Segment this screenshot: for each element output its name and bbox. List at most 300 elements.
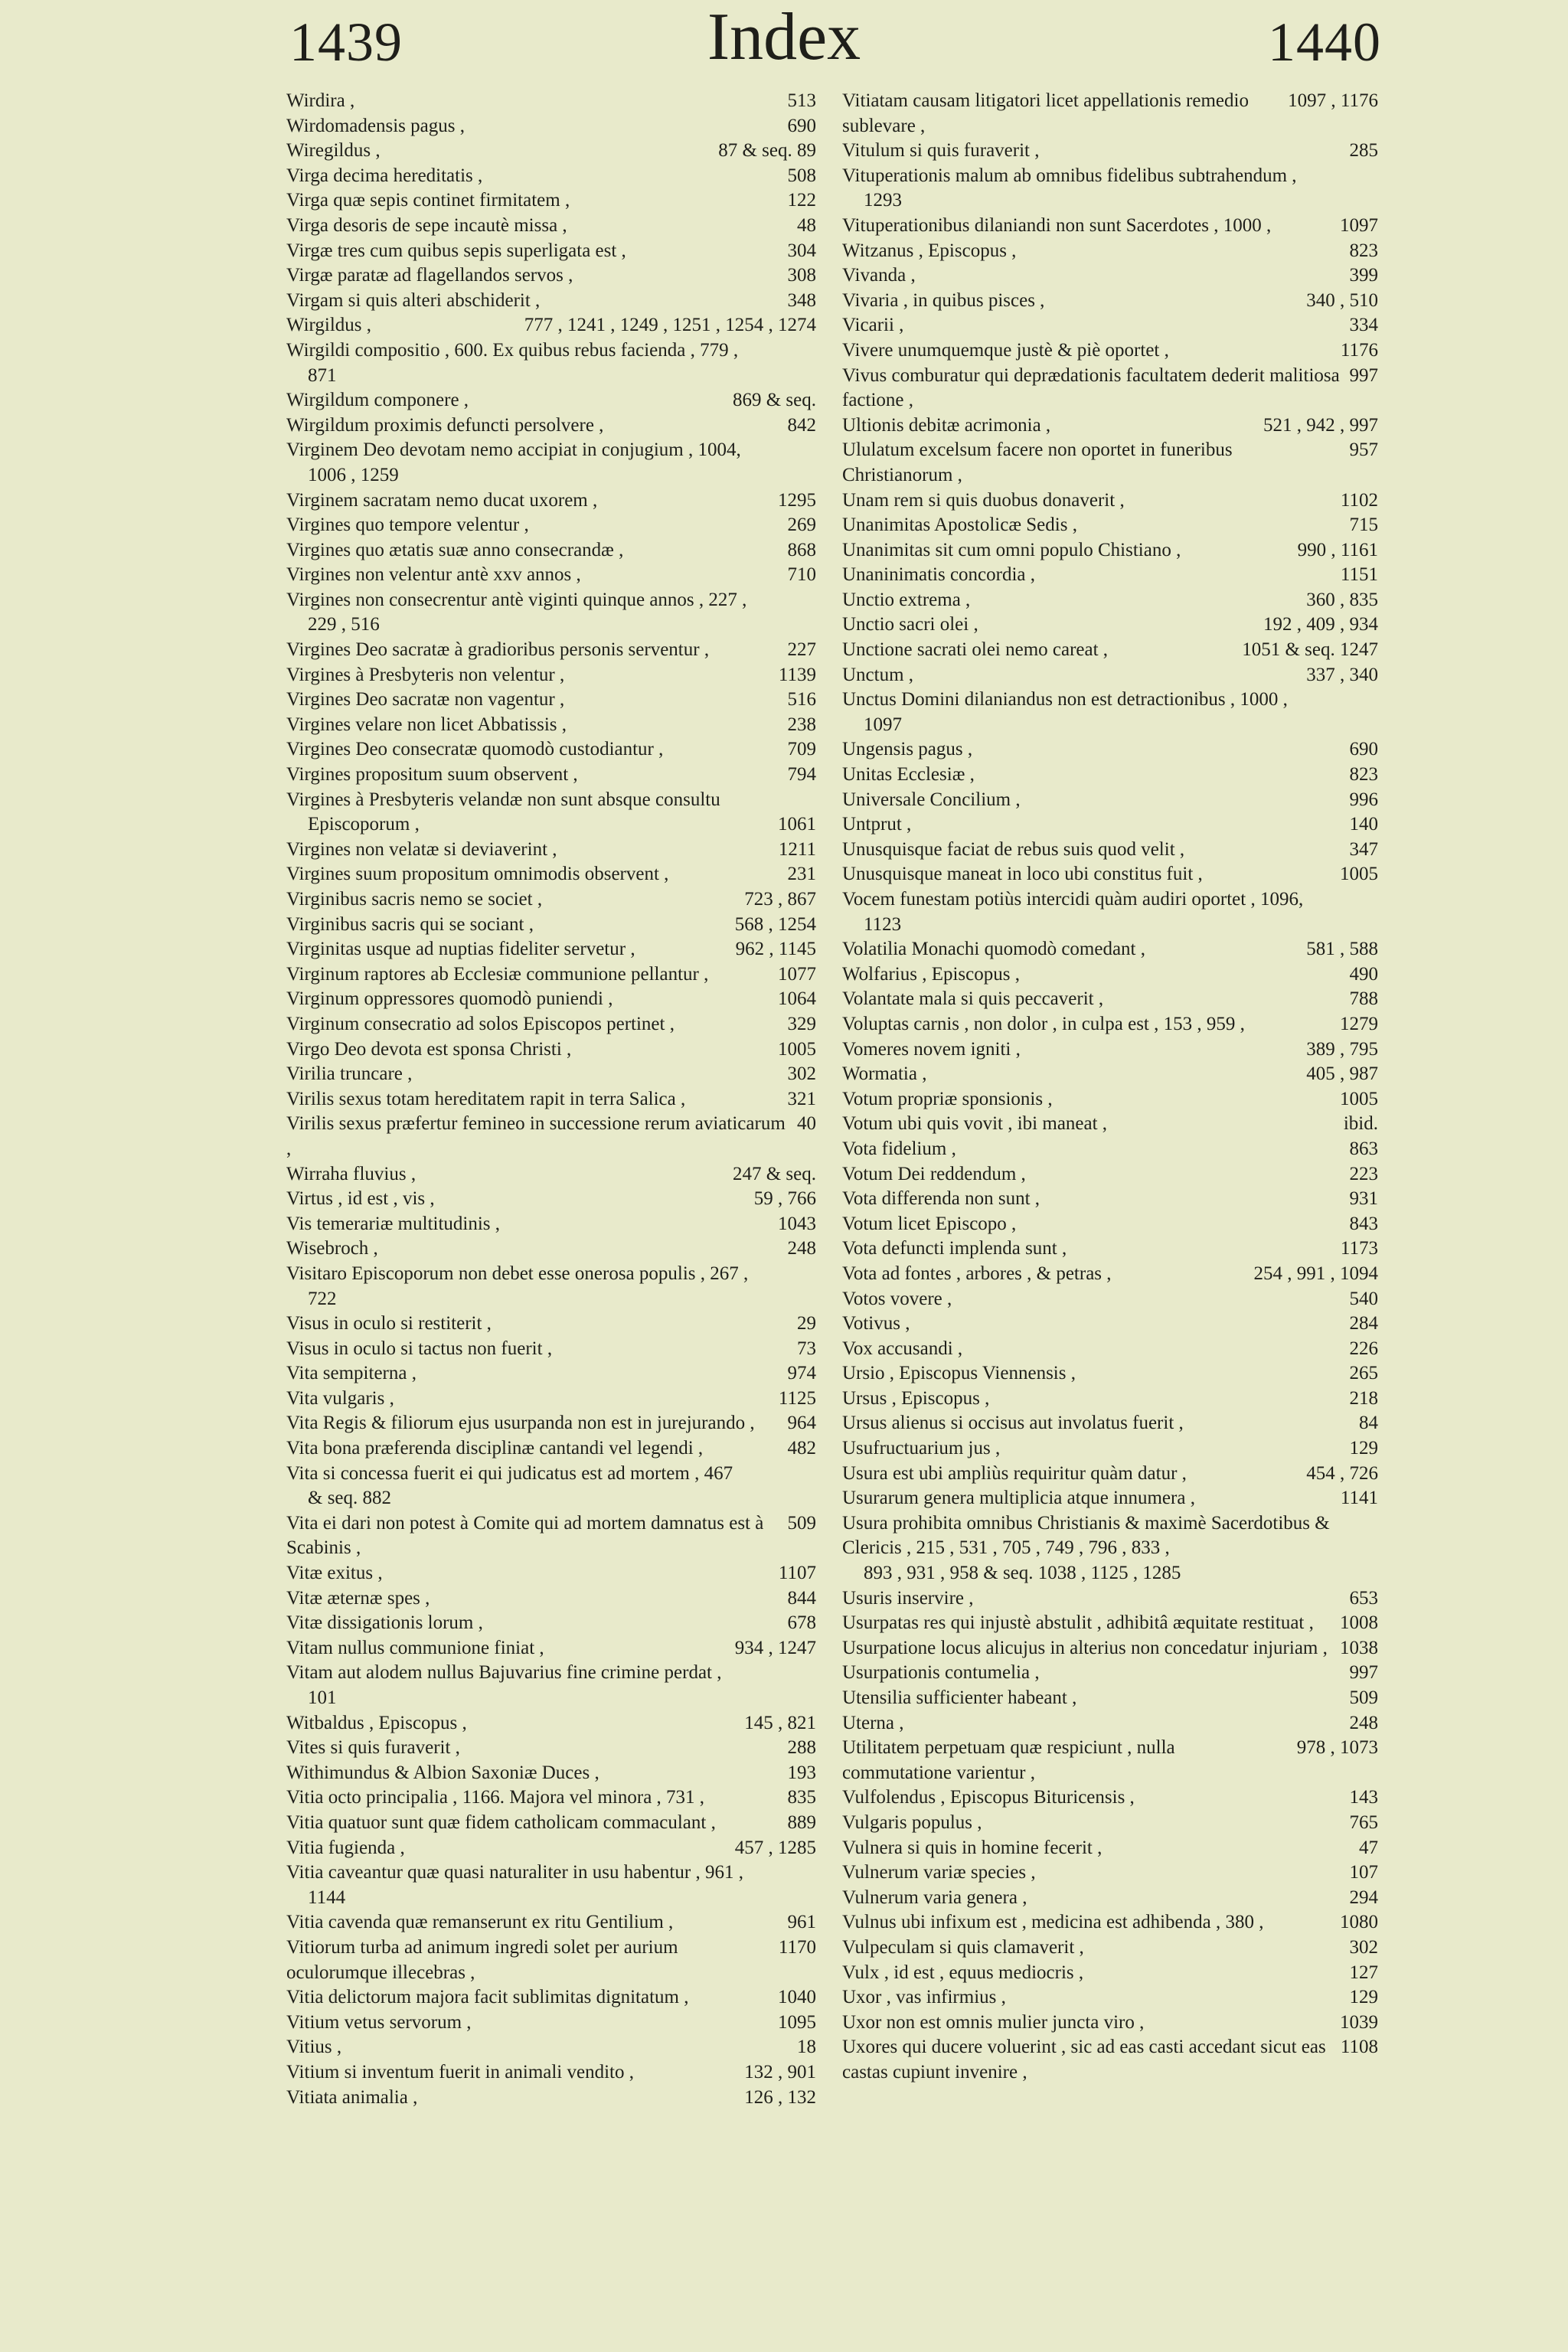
index-entry [842, 1836, 1378, 1861]
index-entry [842, 364, 1378, 413]
entry-term: Unctione sacrati olei nemo careat , [842, 639, 1109, 661]
index-entry [842, 1287, 1378, 1312]
index-entry [842, 338, 1378, 364]
index-entry [286, 538, 816, 564]
index-entry [842, 1486, 1378, 1511]
entry-term: Vulfolendus , Episcopus Bituricensis , [842, 1787, 1135, 1808]
entry-term: Wolfarius , Episcopus , [842, 963, 1020, 985]
entry-pages: 248 [787, 1238, 816, 1259]
index-entry [842, 1811, 1378, 1836]
entry-pages: 835 [787, 1787, 816, 1808]
entry-pages: 869 & seq. [732, 390, 816, 411]
entry-term: Vituperationis malum ab omnibus fidelibus subtrahendum , [842, 165, 1297, 186]
entry-term: Wirgildi compositio , 600. Ex quibus rebus facienda , 779 , [286, 339, 739, 361]
entry-pages: 513 [787, 90, 816, 111]
index-entry [842, 612, 1378, 638]
entry-pages: 218 [1349, 1387, 1378, 1409]
entry-continuation: 871 [308, 364, 337, 386]
entry-pages: 777 , 1241 , 1249 , 1251 , 1254 , 1274 [524, 315, 816, 336]
index-entry [286, 1162, 816, 1187]
entry-pages: 889 [787, 1811, 816, 1833]
entry-pages: 29 [797, 1313, 816, 1334]
entry-term: Votum Dei reddendum , [842, 1163, 1026, 1184]
entry-pages: 73 [797, 1338, 816, 1359]
entry-pages: 140 [1349, 814, 1378, 835]
entry-pages: 1080 [1340, 1912, 1378, 1933]
index-entry [842, 1936, 1378, 1961]
entry-pages: 997 [1349, 364, 1378, 386]
entry-pages: 360 , 835 [1306, 589, 1378, 610]
entry-term: Votum licet Episcopo , [842, 1213, 1017, 1234]
entry-term: Wisebroch , [286, 1238, 378, 1259]
entry-pages: 540 [1349, 1288, 1378, 1309]
index-entry [286, 937, 816, 962]
index-entry [286, 1236, 816, 1262]
index-entry [842, 239, 1378, 264]
entry-pages: 1005 [778, 1038, 816, 1060]
entry-pages: 842 [787, 414, 816, 436]
entry-term: Unanimitas Apostolicæ Sedis , [842, 514, 1077, 536]
index-entry [842, 1586, 1378, 1612]
entry-term: Vota differenda non sunt , [842, 1188, 1040, 1210]
index-entry [286, 1811, 816, 1836]
entry-term: Virgines Deo sacratæ non vagentur , [286, 689, 565, 710]
entry-pages: 405 , 987 [1306, 1063, 1378, 1085]
entry-pages: 340 , 510 [1306, 289, 1378, 311]
entry-term: Ululatum excelsum facere non oportet in funeribus Christianorum , [842, 439, 1233, 485]
entry-term: Virilis sexus totam hereditatem rapit in terra Salica , [286, 1088, 686, 1109]
entry-term: Virga decima hereditatis , [286, 165, 483, 186]
entry-pages: 1039 [1340, 2011, 1378, 2033]
entry-term: Vitia quatuor sunt quæ fidem catholicam commaculant , [286, 1811, 716, 1833]
entry-pages: 227 [787, 639, 816, 661]
entry-term: Virgines quo ætatis suæ anno consecrandæ , [286, 539, 624, 560]
index-entry [842, 538, 1378, 564]
index-entry [286, 114, 816, 139]
entry-pages: 48 [797, 214, 816, 236]
index-entry [286, 1611, 816, 1636]
entry-continuation: 1097 [864, 714, 902, 735]
entry-pages: 389 , 795 [1306, 1038, 1378, 1060]
index-entry [286, 1387, 816, 1412]
entry-term: Virgines quo tempore velentur , [286, 514, 529, 536]
index-entry [286, 89, 816, 114]
entry-term: Vitia fugienda , [286, 1837, 405, 1858]
entry-term: Vitia delictorum majora facit sublimitas dignitatum , [286, 1987, 689, 2008]
entry-pages: ibid. [1343, 1113, 1378, 1135]
entry-pages: 284 [1349, 1313, 1378, 1334]
index-entry [286, 763, 816, 788]
entry-term: Vita sempiterna , [286, 1363, 416, 1384]
entry-term: Vulnerum variæ species , [842, 1862, 1036, 1883]
index-entry [286, 1312, 816, 1337]
index-entry [286, 1910, 816, 1936]
entry-pages: 690 [787, 115, 816, 136]
index-entry [842, 1112, 1378, 1137]
entry-term: Virgines Deo consecratæ quomodò custodiantur , [286, 739, 664, 760]
index-entry [286, 1436, 816, 1462]
right-index-column [842, 89, 1378, 2086]
entry-term: Virgo Deo devota est sponsa Christi , [286, 1038, 572, 1060]
entry-term: Ursio , Episcopus Viennensis , [842, 1363, 1076, 1384]
entry-term: Vulpeculam si quis clamaverit , [842, 1936, 1084, 1958]
entry-pages: 1295 [778, 489, 816, 511]
index-entry [842, 1062, 1378, 1087]
index-entry [286, 737, 816, 763]
entry-pages: 723 , 867 [744, 889, 816, 910]
entry-term: Virginibus sacris nemo se societ , [286, 889, 543, 910]
index-entry [286, 713, 816, 738]
entry-pages: 129 [1349, 1987, 1378, 2008]
entry-pages: 285 [1349, 140, 1378, 162]
index-entry [842, 763, 1378, 788]
index-entry [842, 638, 1378, 663]
entry-pages: 40 [797, 1113, 816, 1135]
entry-term: Vulnera si quis in homine fecerit , [842, 1837, 1102, 1858]
index-entry [286, 1561, 816, 1586]
index-entry [286, 788, 816, 838]
entry-term: Usura est ubi ampliùs requiritur quàm datur , [842, 1462, 1187, 1484]
entry-pages: 143 [1349, 1787, 1378, 1808]
entry-pages: 794 [787, 764, 816, 786]
entry-term: Virginem Deo devotam nemo accipiat in conjugium , 1004, [286, 439, 741, 461]
entry-pages: 223 [1349, 1163, 1378, 1184]
entry-pages: 269 [787, 514, 816, 536]
entry-term: Wirgildum componere , [286, 390, 469, 411]
index-entry [842, 263, 1378, 289]
entry-pages: 1064 [778, 988, 816, 1010]
entry-term: Utilitatem perpetuam quæ respiciunt , nulla commutatione varientur , [842, 1737, 1175, 1783]
index-entry [842, 1736, 1378, 1785]
entry-pages: 823 [1349, 240, 1378, 261]
entry-term: Vivanda , [842, 265, 916, 286]
entry-term: Vita Regis & filiorum ejus usurpanda non est in jurejurando , [286, 1413, 755, 1434]
index-entry [286, 1985, 816, 2011]
index-entry [286, 1337, 816, 1362]
entry-pages: 1097 [1340, 214, 1378, 236]
entry-term: Vivus comburatur qui deprædationis facultatem dederit malitiosa factione , [842, 364, 1340, 411]
entry-term: Unitas Ecclesiæ , [842, 764, 975, 786]
entry-term: Usurarum genera multiplicia atque innumera , [842, 1488, 1195, 1509]
entry-term: Unanimitas sit cum omni populo Chistiano , [842, 539, 1181, 560]
entry-pages: 238 [787, 714, 816, 735]
index-entry [842, 1037, 1378, 1063]
entry-pages: 990 , 1161 [1297, 539, 1378, 560]
entry-term: Usura prohibita omnibus Christianis & maximè Sacerdotibus & Clericis , 215 , 531 , 705 , 749 , 796 , 833 , [842, 1512, 1330, 1559]
entry-pages: 347 [1349, 838, 1378, 860]
entry-pages: 1151 [1340, 564, 1378, 586]
entry-pages: 1107 [778, 1563, 816, 1584]
entry-pages: 226 [1349, 1338, 1378, 1359]
entry-pages: 308 [787, 265, 816, 286]
index-entry [842, 1910, 1378, 1936]
entry-pages: 863 [1349, 1138, 1378, 1159]
entry-pages: 231 [787, 864, 816, 885]
entry-pages: 843 [1349, 1213, 1378, 1234]
entry-term: Unaninimatis concordia , [842, 564, 1036, 586]
entry-pages: 516 [787, 689, 816, 710]
entry-pages: 978 , 1073 [1296, 1737, 1378, 1759]
entry-term: Vitia caveantur quæ quasi naturaliter in usu habentur , 961 , [286, 1862, 743, 1883]
entry-pages: 1008 [1340, 1612, 1378, 1634]
entry-pages: 678 [787, 1612, 816, 1634]
entry-term: Visus in oculo si tactus non fuerit , [286, 1338, 553, 1359]
entry-continuation: 1006 , 1259 [308, 464, 399, 485]
index-entry [842, 1436, 1378, 1462]
index-entry [286, 488, 816, 514]
entry-pages: 132 , 901 [744, 2061, 816, 2082]
right-page-number: 1440 [1268, 11, 1381, 73]
entry-pages: 1211 [778, 838, 816, 860]
entry-term: Virgæ tres cum quibus sepis superligata est , [286, 240, 626, 261]
entry-pages: 690 [1349, 739, 1378, 760]
entry-pages: 521 , 942 , 997 [1263, 414, 1378, 436]
entry-term: Vulnerum varia genera , [842, 1886, 1027, 1908]
entry-term: Witbaldus , Episcopus , [286, 1712, 467, 1733]
left-index-column [286, 89, 816, 2110]
entry-term: Unusquisque maneat in loco ubi constitus fuit , [842, 864, 1203, 885]
entry-term: Uxores qui ducere voluerint , sic ad eas casti accedant sicut eas castas cupiunt invenire , [842, 2037, 1326, 2082]
entry-term: Vitium si inventum fuerit in animali vendito , [286, 2061, 634, 2082]
entry-term: Vota defuncti implenda sunt , [842, 1238, 1067, 1259]
entry-term: Vitium vetus servorum , [286, 2011, 472, 2033]
entry-term: Virginum raptores ab Ecclesiæ communione pellantur , [286, 963, 709, 985]
entry-pages: 129 [1349, 1438, 1378, 1459]
entry-term: Virga desoris de sepe incautè missa , [286, 214, 567, 236]
entry-term: Virgines non velatæ si deviaverint , [286, 838, 557, 860]
entry-pages: 302 [787, 1063, 816, 1085]
entry-pages: 1095 [778, 2011, 816, 2033]
entry-pages: 1097 , 1176 [1288, 90, 1378, 111]
entry-term: Vivere unumquemque justè & piè oportet , [842, 339, 1169, 361]
entry-term: Ursus , Episcopus , [842, 1387, 990, 1409]
entry-pages: 145 , 821 [744, 1712, 816, 1733]
index-entry [842, 1860, 1378, 1886]
entry-pages: 715 [1349, 514, 1378, 536]
entry-pages: 931 [1349, 1188, 1378, 1210]
entry-term: Wirraha fluvius , [286, 1163, 416, 1184]
index-entry [286, 438, 816, 488]
index-entry [286, 838, 816, 863]
entry-pages: 1108 [1340, 2037, 1378, 2058]
index-entry [286, 338, 816, 388]
entry-pages: 348 [787, 289, 816, 311]
entry-term: Wiregildus , [286, 140, 381, 162]
entry-pages: 265 [1349, 1363, 1378, 1384]
entry-continuation: 1123 [864, 913, 902, 935]
index-entry [286, 188, 816, 214]
index-entry [286, 1586, 816, 1612]
entry-pages: 248 [1349, 1712, 1378, 1733]
entry-pages: 193 [787, 1762, 816, 1783]
index-entry [286, 663, 816, 688]
index-entry [286, 1361, 816, 1387]
entry-term: Vitæ æternæ spes , [286, 1587, 430, 1609]
entry-pages: 868 [787, 539, 816, 560]
entry-term: Vota fidelium , [842, 1138, 956, 1159]
entry-continuation: 722 [308, 1288, 337, 1309]
index-entry [842, 1162, 1378, 1187]
entry-pages: 568 , 1254 [734, 913, 816, 935]
index-entry [842, 89, 1378, 139]
entry-term: Vitam nullus communione finiat , [286, 1637, 544, 1658]
index-entry [286, 1112, 816, 1161]
index-entry [286, 688, 816, 713]
entry-term: Virgines à Presbyteris velandæ non sunt absque consultu [286, 789, 720, 810]
entry-pages: 126 , 132 [744, 2086, 816, 2108]
entry-term: Vitia octo principalia , 1166. Majora vel minora , 731 , [286, 1787, 705, 1808]
index-entry [286, 913, 816, 938]
entry-pages: 247 & seq. [732, 1163, 816, 1184]
entry-term: Vitiorum turba ad animum ingredi solet per aurium oculorumque illecebras , [286, 1936, 678, 1983]
entry-term: Wormatia , [842, 1063, 927, 1085]
entry-pages: 964 [787, 1413, 816, 1434]
index-entry [842, 688, 1378, 737]
index-entry [842, 1187, 1378, 1212]
index-entry [842, 987, 1378, 1012]
index-entry [842, 289, 1378, 314]
index-entry [286, 1511, 816, 1561]
entry-term: Virilis sexus præfertur femineo in successione rerum aviaticarum , [286, 1113, 786, 1159]
entry-term: Virgines non velentur antè xxv annos , [286, 564, 581, 586]
entry-term: Virga quæ sepis continet firmitatem , [286, 190, 570, 211]
entry-term: Virgam si quis alteri abschiderit , [286, 289, 541, 311]
entry-pages: 1279 [1340, 1013, 1378, 1034]
entry-pages: 107 [1349, 1862, 1378, 1883]
entry-term: Untprut , [842, 814, 912, 835]
entry-term: Vulnus ubi infixum est , medicina est adhibenda , 380 , [842, 1912, 1264, 1933]
entry-term: Vituperationibus dilaniandi non sunt Sacerdotes , 1000 , [842, 214, 1272, 236]
entry-pages: 304 [787, 240, 816, 261]
index-entry [842, 214, 1378, 239]
entry-pages: 482 [787, 1438, 816, 1459]
entry-continuation: 229 , 516 [308, 614, 380, 635]
index-entry [842, 1462, 1378, 1487]
entry-pages: 961 [787, 1912, 816, 1933]
entry-term: Virgines Deo sacratæ à gradioribus personis serventur , [286, 639, 710, 661]
entry-pages: 1141 [1340, 1488, 1378, 1509]
index-entry [286, 588, 816, 638]
index-entry [286, 413, 816, 439]
entry-term: Voluptas carnis , non dolor , in culpa est , 153 , 959 , [842, 1013, 1245, 1034]
entry-pages: 823 [1349, 764, 1378, 786]
entry-term: Vita bona præferenda disciplinæ cantandi vel legendi , [286, 1438, 704, 1459]
entry-term: Visitaro Episcoporum non debet esse onerosa populis , 267 , [286, 1263, 749, 1284]
entry-term: Usurpatione locus alicujus in alterius non concedatur injuriam , [842, 1637, 1328, 1658]
entry-term: Vivaria , in quibus pisces , [842, 289, 1045, 311]
entry-term: Vitam aut alodem nullus Bajuvarius fine crimine perdat , [286, 1662, 722, 1684]
index-entry [286, 313, 816, 338]
index-entry [842, 1611, 1378, 1636]
entry-pages: 1077 [778, 963, 816, 985]
entry-pages: 1005 [1340, 864, 1378, 885]
index-entry [842, 1711, 1378, 1736]
entry-continuation: 1293 [864, 190, 902, 211]
index-entry [286, 2035, 816, 2060]
index-entry [286, 239, 816, 264]
entry-continuation: 893 , 931 , 958 & seq. 1038 , 1125 , 1285 [864, 1563, 1181, 1584]
entry-continuation: 101 [308, 1687, 337, 1708]
entry-pages: 192 , 409 , 934 [1263, 614, 1378, 635]
index-entry [286, 862, 816, 887]
entry-pages: 18 [797, 2037, 816, 2058]
index-entry [286, 1785, 816, 1811]
index-entry [286, 1212, 816, 1237]
index-entry [842, 164, 1378, 214]
entry-term: Votum ubi quis vovit , ibi maneat , [842, 1113, 1108, 1135]
entry-pages: 490 [1349, 963, 1378, 985]
index-entry [842, 937, 1378, 962]
entry-term: Votum propriæ sponsionis , [842, 1088, 1053, 1109]
index-entry [842, 1961, 1378, 1986]
entry-term: Virgines à Presbyteris non velentur , [286, 664, 565, 685]
index-entry [842, 313, 1378, 338]
entry-term: Ursus alienus si occisus aut involatus fuerit , [842, 1413, 1184, 1434]
index-entry [842, 887, 1378, 937]
entry-pages: 321 [787, 1088, 816, 1109]
index-entry [286, 1411, 816, 1436]
entry-term: Vox accusandi , [842, 1338, 963, 1359]
index-entry [286, 388, 816, 413]
entry-term: Wirgildus , [286, 315, 372, 336]
entry-term: Unctus Domini dilaniandus non est detractionibus , 1000 , [842, 689, 1288, 710]
entry-continuation: Episcoporum , [308, 814, 420, 835]
entry-pages: 122 [787, 190, 816, 211]
entry-term: Vitæ dissigationis lorum , [286, 1612, 483, 1634]
index-entry [842, 812, 1378, 838]
entry-pages: 996 [1349, 789, 1378, 810]
index-entry [286, 289, 816, 314]
index-entry [842, 1686, 1378, 1711]
entry-term: Usurpatas res qui injustè abstulit , adhibitâ æquitate restituat , [842, 1612, 1314, 1634]
index-entry [286, 2060, 816, 2086]
index-entry [842, 862, 1378, 887]
entry-term: Vitiata animalia , [286, 2086, 418, 2108]
index-entry [286, 1661, 816, 1710]
entry-term: Votos vovere , [842, 1288, 952, 1309]
entry-pages: 334 [1349, 315, 1378, 336]
index-entry [286, 2086, 816, 2111]
entry-term: Vitiatam causam litigatori licet appellationis remedio sublevare , [842, 90, 1249, 136]
entry-term: Virginum consecratio ad solos Episcopos pertinet , [286, 1013, 675, 1034]
index-entry [842, 1137, 1378, 1162]
entry-term: Volatilia Monachi quomodò comedant , [842, 939, 1145, 960]
entry-continuation: 1144 [308, 1886, 346, 1908]
index-entry [286, 887, 816, 913]
index-entry [842, 1785, 1378, 1811]
entry-pages: 1173 [1340, 1238, 1378, 1259]
entry-pages: 1170 [778, 1936, 816, 1958]
entry-pages: 509 [1349, 1687, 1378, 1708]
entry-term: Ultionis debitæ acrimonia , [842, 414, 1051, 436]
entry-pages: 709 [787, 739, 816, 760]
entry-term: Wirgildum proximis defuncti persolvere , [286, 414, 604, 436]
index-entry [286, 1187, 816, 1212]
entry-pages: 329 [787, 1013, 816, 1034]
entry-pages: 59 , 766 [753, 1188, 816, 1210]
index-entry [286, 1736, 816, 1761]
entry-pages: 1051 & seq. 1247 [1242, 639, 1378, 661]
entry-term: Unctio sacri olei , [842, 614, 978, 635]
index-entry [286, 638, 816, 663]
page-title: Index [707, 0, 861, 74]
entry-term: Usurpationis contumelia , [842, 1662, 1040, 1684]
entry-pages: 1038 [1340, 1637, 1378, 1658]
index-entry [286, 1860, 816, 1910]
entry-pages: 765 [1349, 1811, 1378, 1833]
entry-term: Unctum , [842, 664, 914, 685]
index-entry [842, 838, 1378, 863]
